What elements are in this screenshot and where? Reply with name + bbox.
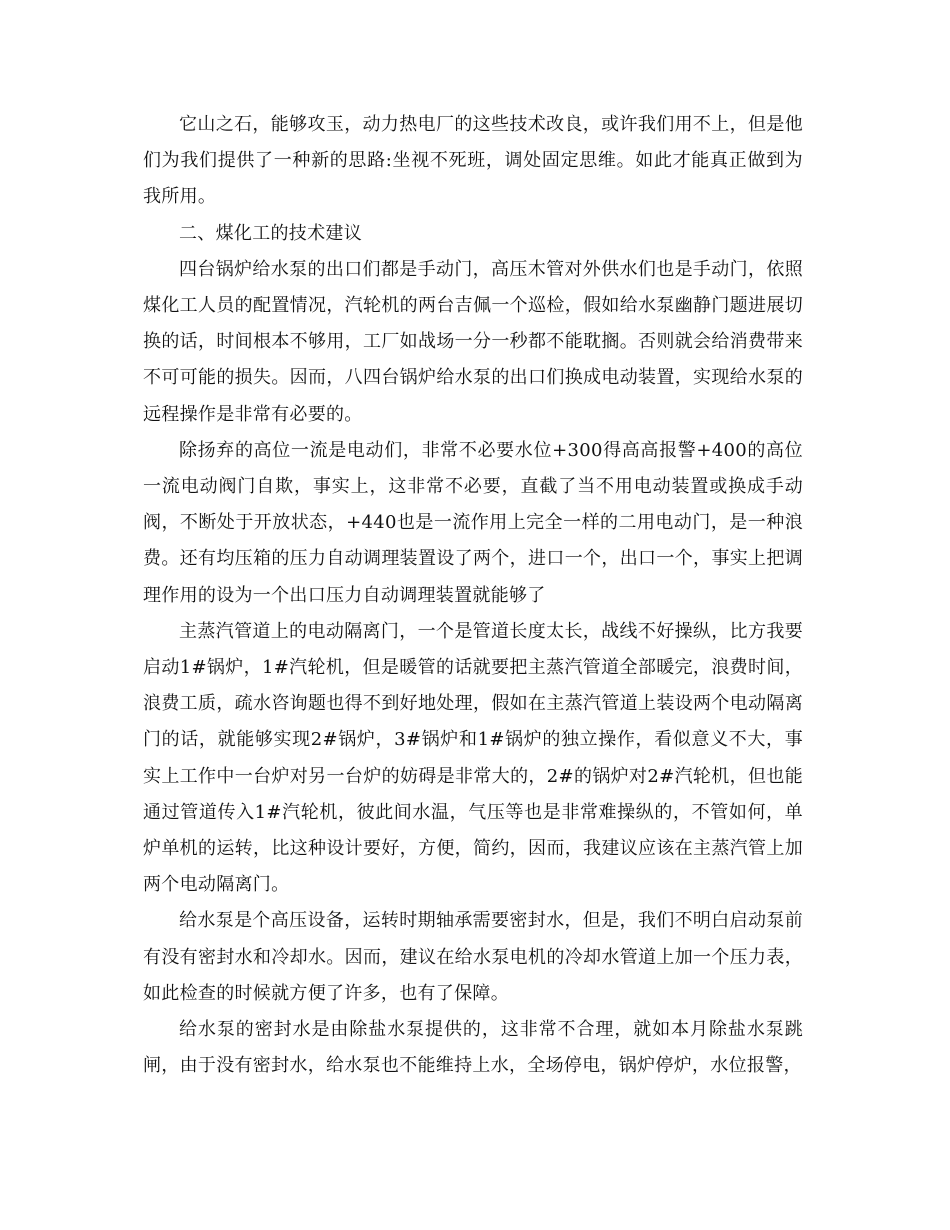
paragraph-main-steam-isolation: 主蒸汽管道上的电动隔离门，一个是管道长度太长，战线不好操纵，比方我要启动1#锅炉，1#汽轮机，但是暖管的话就要把主蒸汽管道全部暖完，浪费时间，浪费工质，疏水咨询题也得不到好地处理，假如在主蒸汽管道上装设两个电动隔离门的话，就能够实现2#锅炉，3#锅炉和1#锅炉的独立操作，看似意义不大，事实上工作中一台炉对另一台炉的妨碍是非常大的，2#的锅炉对2#汽轮机，但也能通过管道传入1#汽轮机，彼此间水温，气压等也是非常难操纵的，不管如何，单炉单机的运转，比这种设计要好，方便，简约，因而，我建议应该在主蒸汽管上加两个电动隔离门。 (143, 620, 803, 896)
section-heading: 二、煤化工的技术建议 (179, 222, 362, 244)
paragraph-seal-water-gauge: 给水泵是个高压设备，运转时期轴承需要密封水，但是，我们不明白启动泵前有没有密封水和冷却水。因而，建议在给水泵电机的冷却水管道上加一个压力表，如此检查的时候就方便了许多，也有了保障。 (143, 910, 803, 1004)
paragraph-seal-water-source: 给水泵的密封水是由除盐水泵提供的，这非常不合理，就如本月除盐水泵跳闸，由于没有密封水，给水泵也不能维持上水，全场停电，锅炉停炉，水位报警， (143, 1019, 803, 1077)
paragraph-feedpump-outlet: 四台锅炉给水泵的出口们都是手动门，高压木管对外供水们也是手动门，依照煤化工人员的配置情况，汽轮机的两台吉佩一个巡检，假如给水泵幽静门题进展切换的话，时间根本不够用，工厂如战场一分一秒都不能耽搁。否则就会给消费带来不可可能的损失。因而，八四台锅炉给水泵的出口们换成电动装置，实现给水泵的远程操作是非常有必要的。 (143, 258, 803, 425)
paragraph-high-level-valve: 除扬弃的高位一流是电动们，非常不必要水位+300得高高报警+400的高位一流电动阀门自欺，事实上，这非常不必要，直截了当不用电动装置或换成手动阀，不断处于开放状态，+440也是一流作用上完全一样的二用电动门，是一种浪费。还有均压箱的压力自动调理装置设了两个，进口一个，出口一个，事实上把调理作用的设为一个出口压力自动调理装置就能够了 (143, 439, 803, 606)
document-body (143, 107, 803, 1084)
paragraph-intro: 它山之石，能够攻玉，动力热电厂的这些技术改良，或许我们用不上，但是他们为我们提供了一种新的思路:坐视不死班，调处固定思维。如此才能真正做到为我所用。 (143, 114, 803, 208)
